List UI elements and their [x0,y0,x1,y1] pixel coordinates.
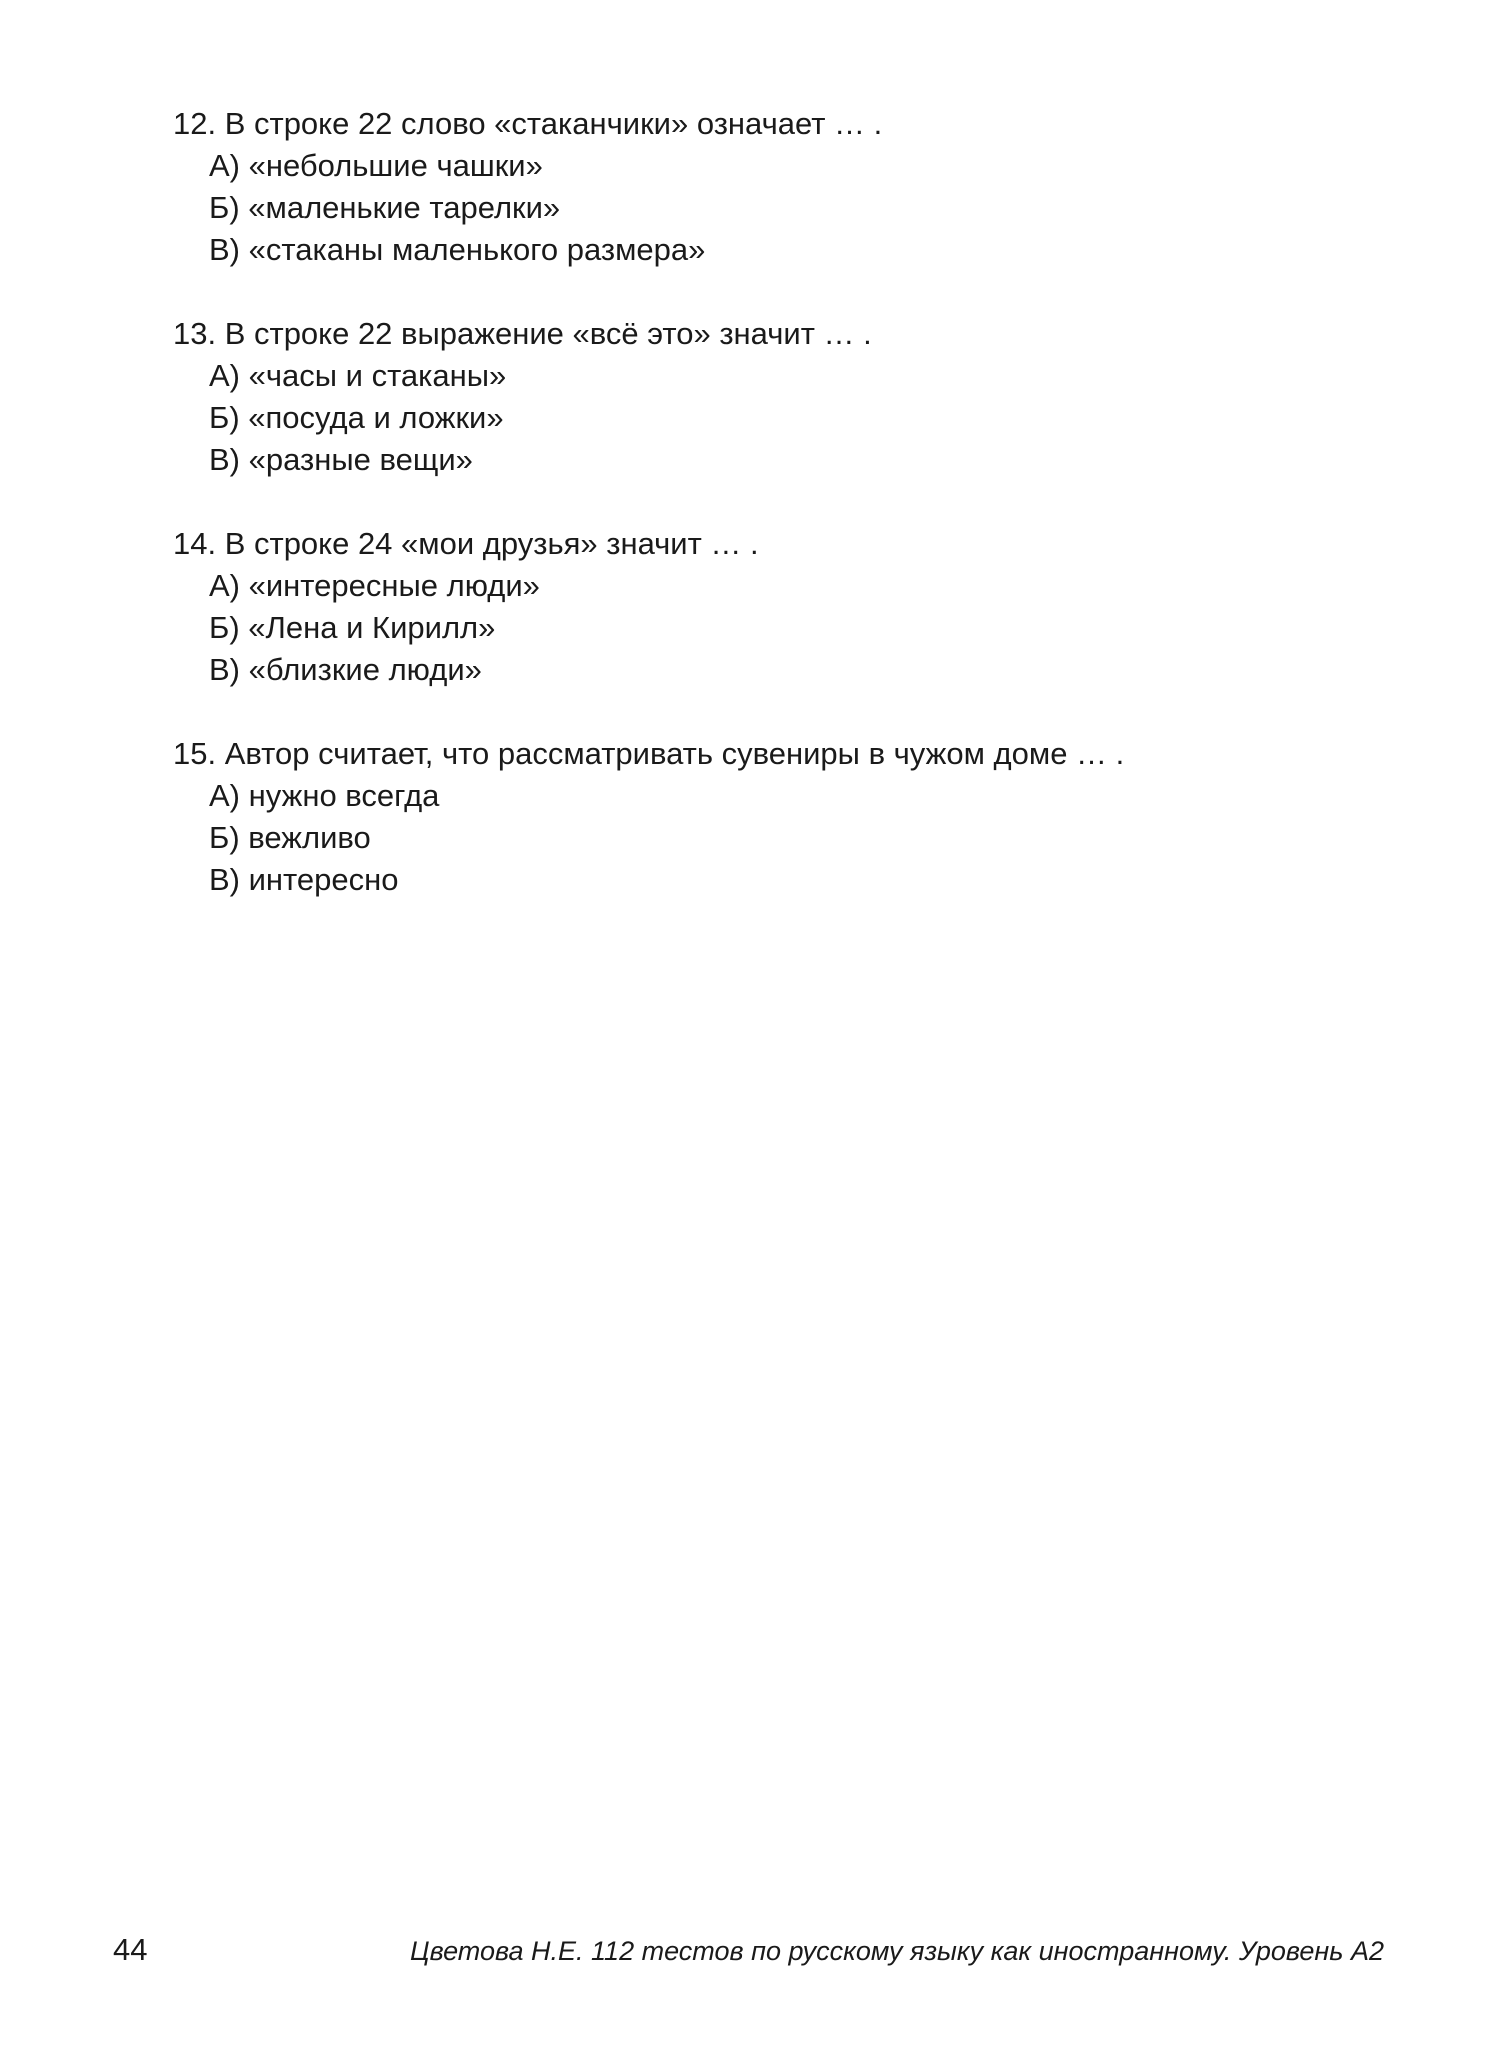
answer-option-a: А) «часы и стаканы» [209,358,507,393]
answer-option-b: Б) вежливо [209,820,371,855]
answer-option-a: А) нужно всегда [209,778,440,813]
question-15 [173,733,1333,901]
answer-options [173,145,1333,271]
answer-option-b: Б) «посуда и ложки» [209,400,504,435]
question-text: 14. В строке 24 «мои друзья» значит … . [173,526,759,561]
book-title: Цветова Н.Е. 112 тестов по русскому языку как иностранному. Уровень А2 [409,1936,1384,1966]
answer-options [173,775,1333,901]
question-text: 15. Автор считает, что рассматривать сувениры в чужом доме … . [173,736,1125,771]
answer-option-v: В) «разные вещи» [209,442,473,477]
answer-option-v: В) «близкие люди» [209,652,482,687]
question-14 [173,523,1333,691]
question-12 [173,103,1333,271]
answer-option-a: А) «интересные люди» [209,568,540,603]
question-text: 13. В строке 22 выражение «всё это» значит … . [173,316,872,351]
answer-option-v: В) «стаканы маленького размера» [209,232,706,267]
question-list [173,103,1333,943]
answer-option-b: Б) «Лена и Кирилл» [209,610,496,645]
answer-options [173,565,1333,691]
question-text: 12. В строке 22 слово «стаканчики» означает … . [173,106,883,141]
answer-option-v: В) интересно [209,862,399,897]
answer-option-b: Б) «маленькие тарелки» [209,190,561,225]
answer-options [173,355,1333,481]
page-number: 44 [113,1932,148,1967]
question-13 [173,313,1333,481]
answer-option-a: А) «небольшие чашки» [209,148,543,183]
page-footer [113,1932,1384,1972]
